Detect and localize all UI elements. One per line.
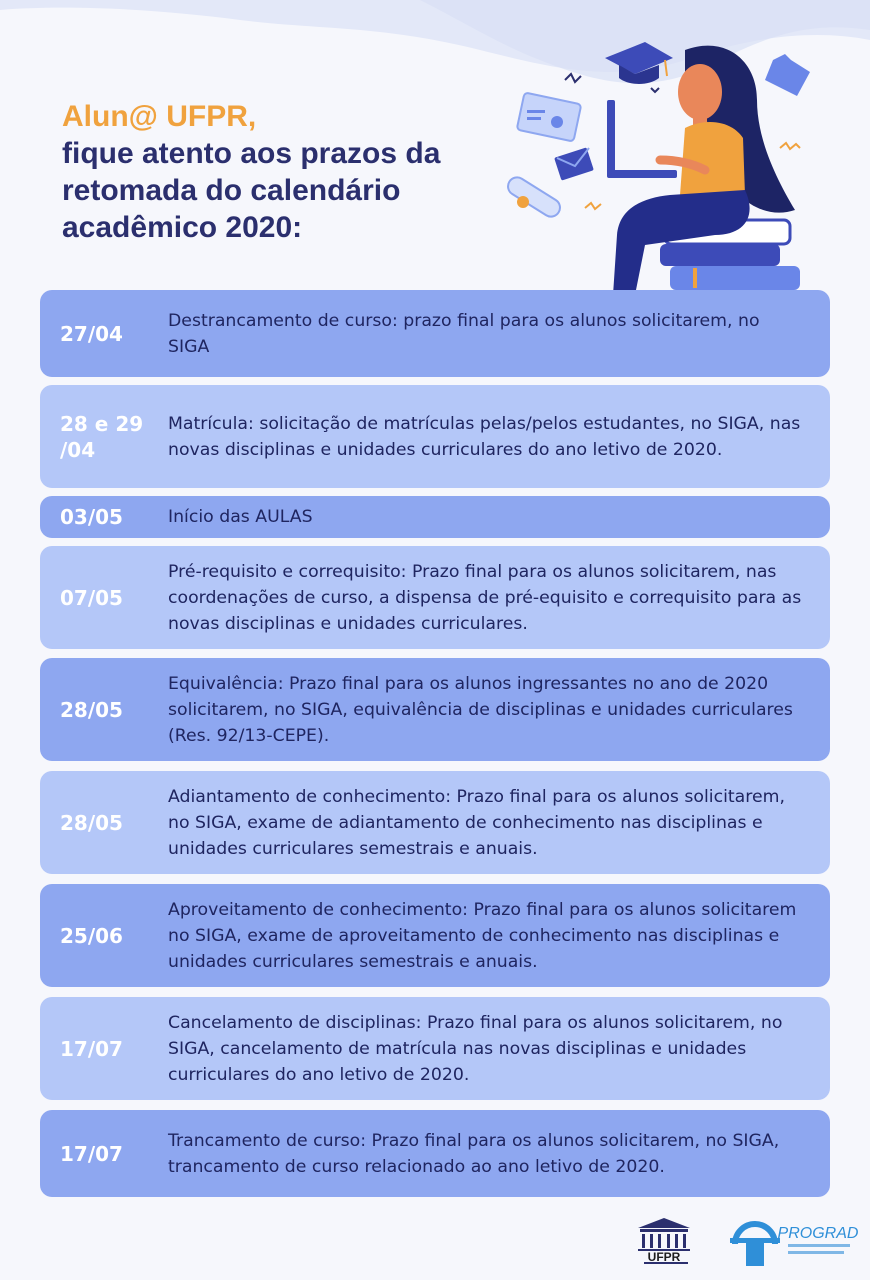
prograd-logo xyxy=(730,1224,780,1266)
timeline-row xyxy=(40,385,830,488)
diploma-icon xyxy=(505,174,564,220)
event-description: Matrícula: solicitação de matrículas pelas/pelos estudantes, no SIGA, nas novas disciplinas e unidades curriculares do ano letivo de 2020. xyxy=(168,413,801,460)
id-card-icon xyxy=(517,92,582,141)
event-description: Cancelamento de disciplinas: Prazo final para os alunos solicitarem, no SIGA, cancelamento de matrícula nas novas disciplinas e unidades curriculares do ano letivo de 2020. xyxy=(168,1012,783,1085)
heading-line-1: fique atento aos prazos da xyxy=(62,137,441,170)
heading-line-2: retomada do calendário xyxy=(62,174,401,207)
event-description: Início das AULAS xyxy=(168,507,313,527)
event-description: Adiantamento de conhecimento: Prazo final para os alunos solicitarem, no SIGA, exame de adiantamento de conhecimento nas disciplinas e unidades curriculares semestrais e anuais. xyxy=(168,786,785,859)
prograd-logo-text: PROGRAD xyxy=(777,1225,859,1242)
heading-line-3: acadêmico 2020: xyxy=(62,211,303,244)
event-description: Aproveitamento de conhecimento: Prazo final para os alunos solicitarem no SIGA, exame de aproveitamento de conhecimento nas disciplinas e unidades curriculares semestrais e anuais. xyxy=(168,899,797,972)
timeline-row xyxy=(40,884,830,987)
event-date: 28 e 29 /04 xyxy=(60,411,144,462)
graduation-cap-icon xyxy=(605,42,673,84)
event-description: Destrancamento de curso: prazo final para os alunos solicitarem, no SIGA xyxy=(168,310,760,357)
timeline-row xyxy=(40,658,830,761)
timeline-row xyxy=(40,290,830,377)
student-with-laptop-illustration xyxy=(495,20,825,305)
event-description: Equivalência: Prazo final para os alunos ingressantes no ano de 2020 solicitarem, no SIGA, equivalência de disciplinas e unidades curriculares (Res. 92/13-CEPE). xyxy=(168,673,793,746)
event-date: 07/05 xyxy=(60,585,123,610)
folder-icon xyxy=(765,54,810,96)
event-description: Pré-requisito e correquisito: Prazo final para os alunos solicitarem, nas coordenações de curso, a dispensa de pré-equisito e correquisito para as novas disciplinas e unidades curriculares. xyxy=(168,561,802,634)
event-date: 27/04 xyxy=(60,321,123,346)
event-description: Trancamento de curso: Prazo final para os alunos solicitarem, no SIGA, trancamento de curso relacionado ao ano letivo de 2020. xyxy=(168,1130,780,1177)
timeline-row xyxy=(40,771,830,874)
event-date: 03/05 xyxy=(60,505,123,529)
heading-accent: Alun@ UFPR, xyxy=(62,100,257,133)
timeline-row xyxy=(40,997,830,1100)
event-date: 25/06 xyxy=(60,923,123,948)
envelope-icon xyxy=(554,147,594,180)
ufpr-logo-text: UFPR xyxy=(647,1250,681,1264)
event-date: 28/05 xyxy=(60,810,123,835)
timeline-row xyxy=(40,1110,830,1197)
footer-logos xyxy=(630,1214,860,1270)
event-date: 28/05 xyxy=(60,697,123,722)
event-date: 17/07 xyxy=(60,1036,123,1061)
timeline-row xyxy=(40,546,830,649)
timeline-row xyxy=(40,496,830,538)
event-date: 17/07 xyxy=(60,1141,123,1166)
page-heading xyxy=(62,98,482,246)
